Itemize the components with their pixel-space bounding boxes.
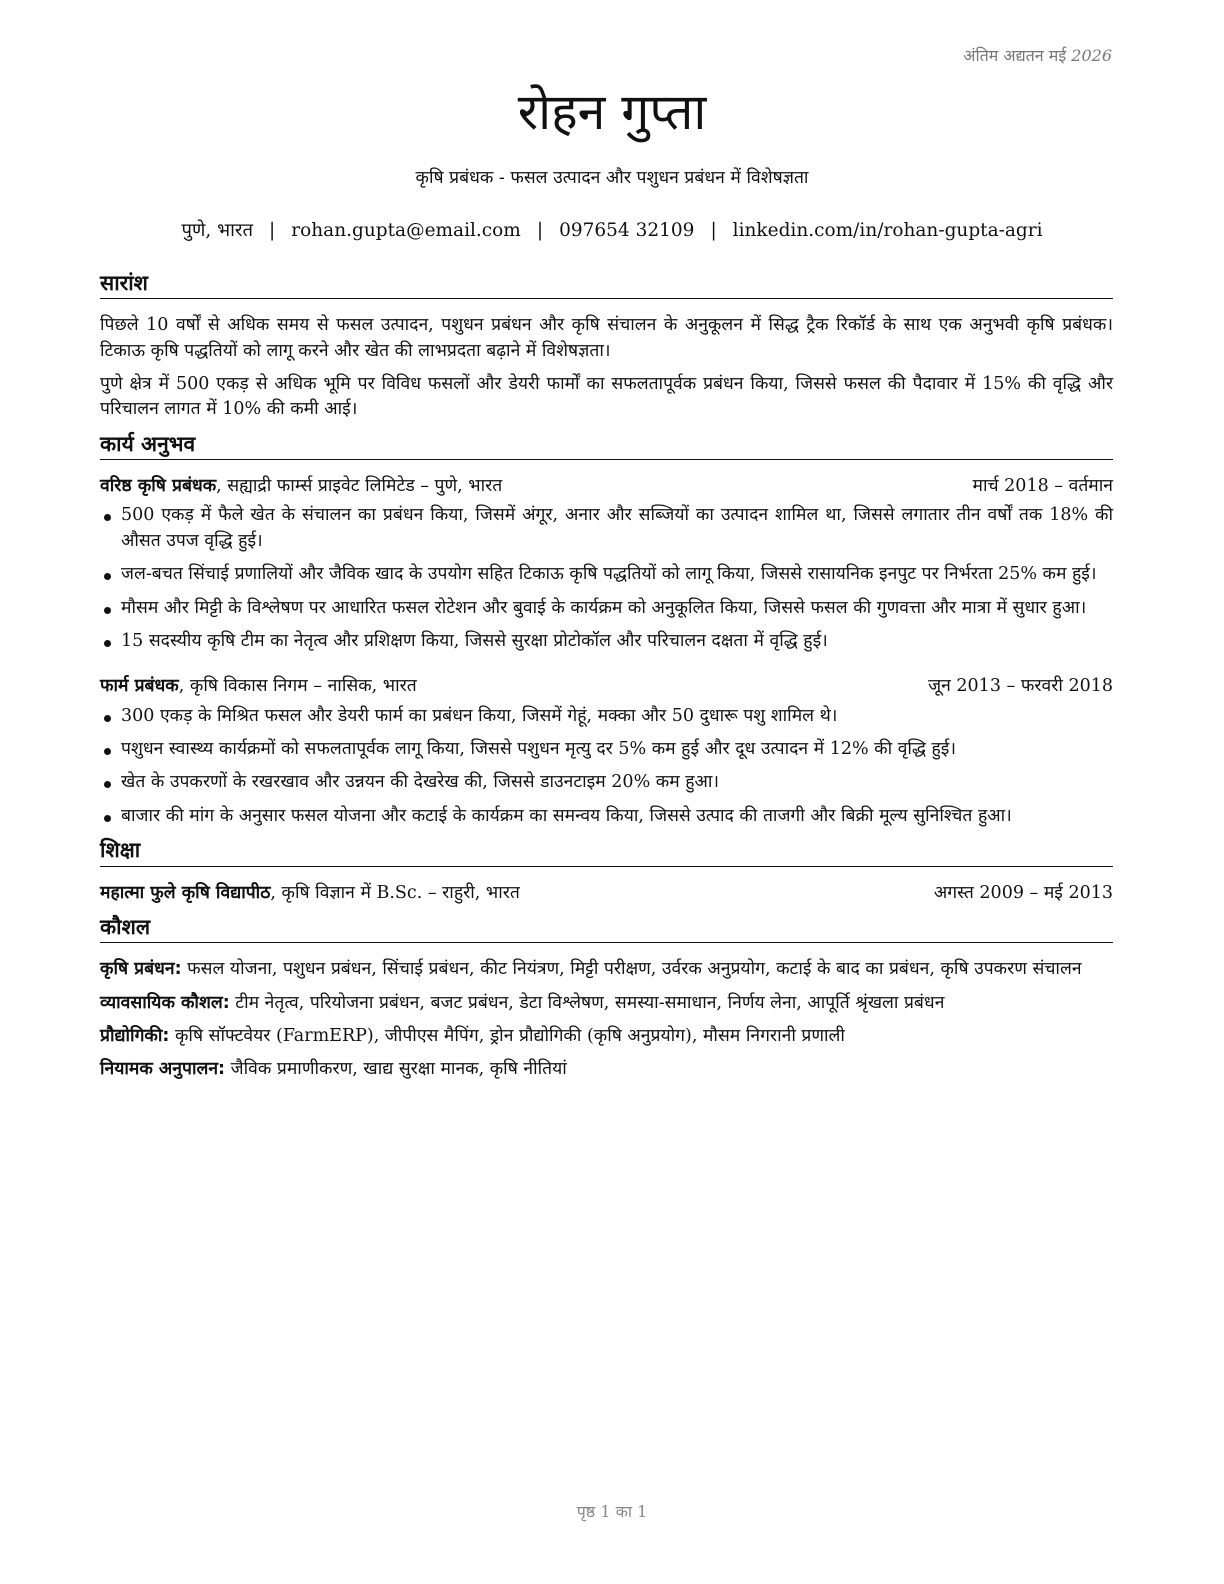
skills-section <box>100 914 1113 1083</box>
skill-label: प्रौद्योगिकी: <box>100 1025 170 1046</box>
contact-separator: | <box>269 220 276 241</box>
skill-row <box>100 991 1113 1016</box>
job-header <box>100 474 1113 499</box>
last-updated <box>963 44 1112 67</box>
education-detail: , कृषि विज्ञान में B.Sc. – राहुरी, भारत <box>270 882 520 903</box>
job-bullet: मौसम और मिट्टी के विश्लेषण पर आधारित फसल रोटेशन और बुवाई के कार्यक्रम को अनुकूलित किया, जिससे फसल की गुणवत्ता और मात्रा में सुधार हुआ। <box>100 596 1113 621</box>
contact-email[interactable]: rohan.gupta@email.com <box>291 220 521 241</box>
page-number: पृष्ठ 1 का 1 <box>576 1502 648 1521</box>
summary-paragraph: पुणे क्षेत्र में 500 एकड़ से अधिक भूमि पर विविध फसलों और डेयरी फार्मों का सफलतापूर्वक प्रबंधन किया, जिससे फसल की पैदावार में 15% की वृद्धि और परिचालन लागत में 10% की कमी आई। <box>100 374 1113 420</box>
education-dates: अगस्त 2009 – मई 2013 <box>933 882 1113 903</box>
tagline: कृषि प्रबंधक - फसल उत्पादन और पशुधन प्रबंधन में विशेषज्ञता <box>415 168 809 188</box>
last-updated-label: अंतिम अद्यतन मई <box>963 46 1067 65</box>
education-section <box>100 837 1113 906</box>
job-bullet: 300 एकड़ के मिश्रित फसल और डेयरी फार्म का प्रबंधन किया, जिसमें गेहूं, मक्का और 50 दुधारू पशु शामिल थे। <box>100 704 1113 729</box>
job-dates: मार्च 2018 – वर्तमान <box>972 476 1113 497</box>
skill-label: व्यावसायिक कौशल: <box>100 992 230 1013</box>
skill-value: टीम नेतृत्व, परियोजना प्रबंधन, बजट प्रबंधन, डेटा विश्लेषण, समस्या-समाधान, निर्णय लेना, आपूर्ति श्रृंखला प्रबंधन <box>229 992 945 1013</box>
skill-row <box>100 1024 1113 1049</box>
skill-row <box>100 957 1113 982</box>
skill-row <box>100 1057 1113 1082</box>
job-bullets <box>100 503 1113 654</box>
job-header <box>100 674 1113 699</box>
job-org: , कृषि विकास निगम – नासिक, भारत <box>178 676 417 697</box>
skill-value: कृषि सॉफ्टवेयर (FarmERP), जीपीएस मैपिंग, ड्रोन प्रौद्योगिकी (कृषि अनुप्रयोग), मौसम निगरानी प्रणाली <box>169 1025 845 1046</box>
contact-separator: | <box>710 220 717 241</box>
contact-line <box>0 218 1224 245</box>
contact-location: पुणे, भारत <box>181 220 254 241</box>
skill-value: जैविक प्रमाणीकरण, खाद्य सुरक्षा मानक, कृषि नीतियां <box>225 1059 567 1080</box>
summary-paragraph: पिछले 10 वर्षों से अधिक समय से फसल उत्पादन, पशुधन प्रबंधन और कृषि संचालन के अनुकूलन में सिद्ध ट्रैक रिकॉर्ड के साथ एक अनुभवी कृषि प्रबंधक। टिकाऊ कृषि पद्धतियों को लागू करने और खेत की लाभप्रदता बढ़ाने में विशेषज्ञता। <box>100 315 1113 361</box>
job-bullet: 500 एकड़ में फैले खेत के संचालन का प्रबंधन किया, जिसमें अंगूर, अनार और सब्जियों का उत्पादन शामिल था, जिससे लगातार तीन वर्षों तक 18% की औसत उपज वृद्धि हुई। <box>100 503 1113 554</box>
skill-label: नियामक अनुपालन: <box>100 1059 226 1080</box>
resume-content <box>100 270 1113 1091</box>
contact-linkedin[interactable]: linkedin.com/in/rohan-gupta-agri <box>732 220 1043 241</box>
candidate-name: रोहन गुप्ता <box>517 83 707 141</box>
contact-phone[interactable]: 097654 32109 <box>559 220 695 241</box>
education-entry <box>100 881 1113 906</box>
skill-label: कृषि प्रबंधन: <box>100 959 182 980</box>
job-bullet: जल-बचत सिंचाई प्रणालियों और जैविक खाद के उपयोग सहित टिकाऊ कृषि पद्धतियों को लागू किया, जिससे रासायनिक इनपुट पर निर्भरता 25% कम हुई। <box>100 562 1113 587</box>
section-title-education: शिक्षा <box>100 837 1113 866</box>
job-role: वरिष्ठ कृषि प्रबंधक <box>100 476 217 497</box>
summary-section <box>100 270 1113 423</box>
job-bullet: 15 सदस्यीय कृषि टीम का नेतृत्व और प्रशिक्षण किया, जिससे सुरक्षा प्रोटोकॉल और परिचालन दक्षता में वृद्धि हुई। <box>100 629 1113 654</box>
job-entry <box>100 474 1113 654</box>
section-title-skills: कौशल <box>100 914 1113 943</box>
contact-separator: | <box>536 220 544 241</box>
job-bullets <box>100 704 1113 830</box>
last-updated-year: 2026 <box>1071 46 1112 65</box>
section-title-summary: सारांश <box>100 270 1113 299</box>
job-org: , सह्याद्री फार्म्स प्राइवेट लिमिटेड – पुणे, भारत <box>216 476 503 497</box>
job-role: फार्म प्रबंधक <box>100 676 179 697</box>
job-bullet: खेत के उपकरणों के रखरखाव और उन्नयन की देखरेख की, जिससे डाउनटाइम 20% कम हुआ। <box>100 770 1113 795</box>
education-institution: महात्मा फुले कृषि विद्यापीठ <box>100 882 271 903</box>
skill-value: फसल योजना, पशुधन प्रबंधन, सिंचाई प्रबंधन, कीट नियंत्रण, मिट्टी परीक्षण, उर्वरक अनुप्रयोग, कटाई के बाद का प्रबंधन, कृषि उपकरण संचालन <box>181 959 1082 980</box>
job-entry <box>100 674 1113 829</box>
job-bullet: बाजार की मांग के अनुसार फसल योजना और कटाई के कार्यक्रम का समन्वय किया, जिससे उत्पाद की ताजगी और बिक्री मूल्य सुनिश्चित हुआ। <box>100 804 1113 829</box>
experience-section <box>100 431 1113 829</box>
job-dates: जून 2013 – फरवरी 2018 <box>928 676 1113 697</box>
section-title-experience: कार्य अनुभव <box>100 431 1113 460</box>
job-bullet: पशुधन स्वास्थ्य कार्यक्रमों को सफलतापूर्वक लागू किया, जिससे पशुधन मृत्यु दर 5% कम हुई और दूध उत्पादन में 12% की वृद्धि हुई। <box>100 737 1113 762</box>
